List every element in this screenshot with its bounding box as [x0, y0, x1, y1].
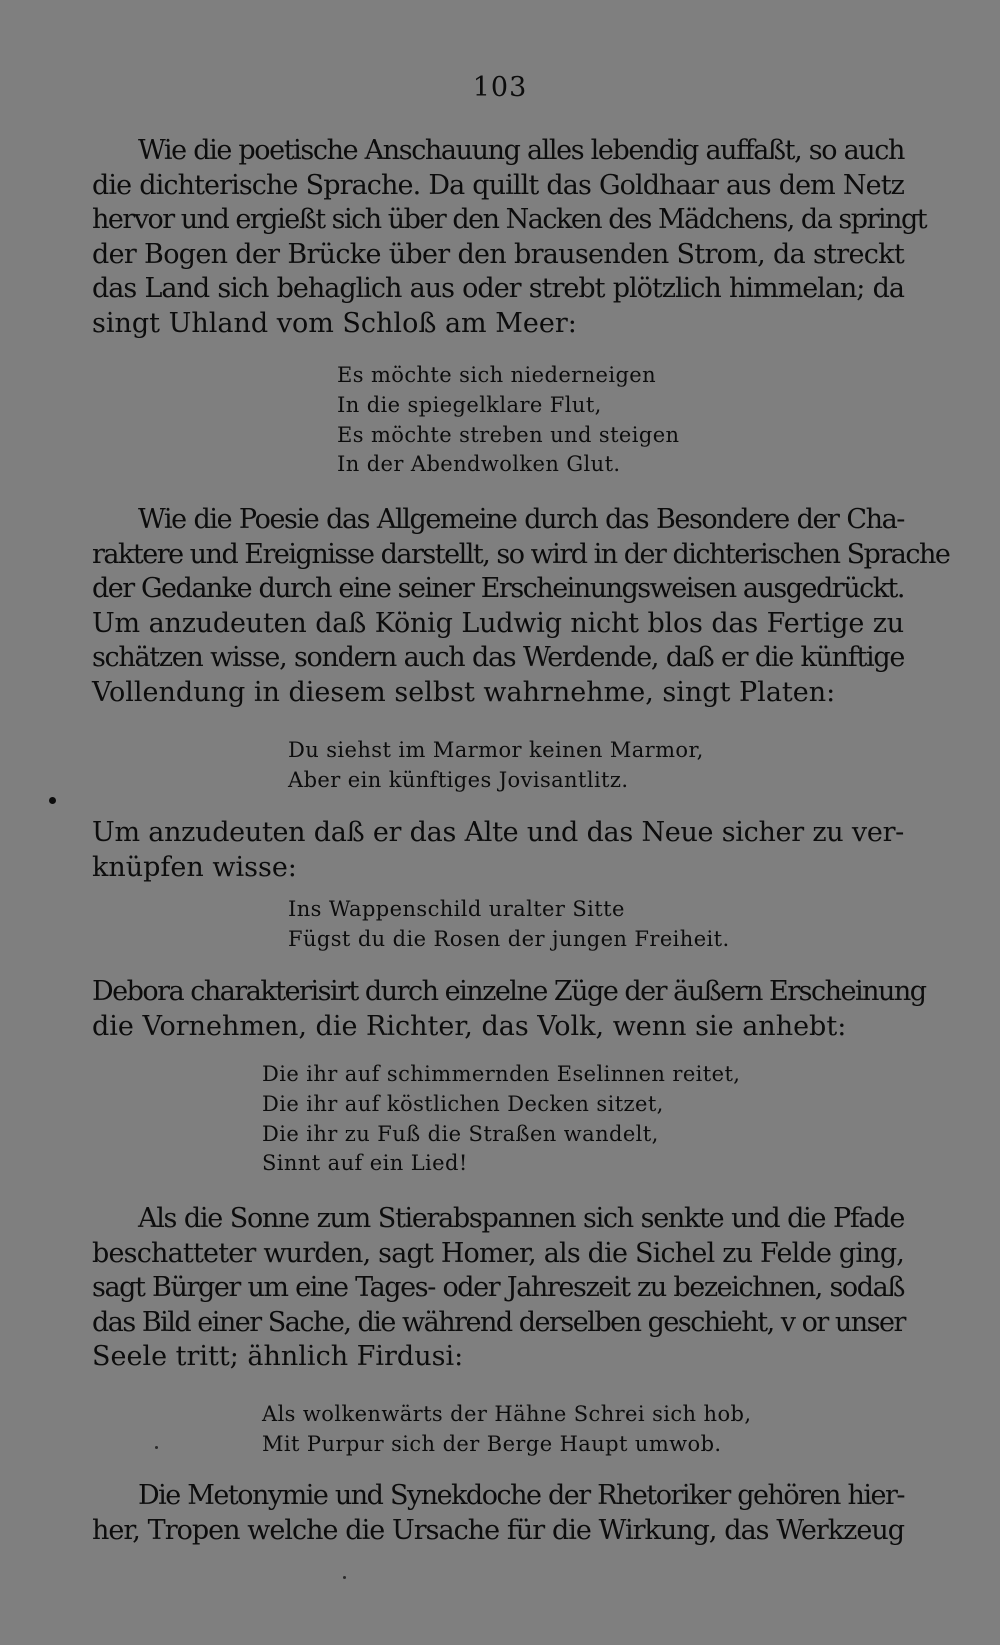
- verse-line: In die spiegelklare Flut,: [337, 392, 602, 417]
- paragraph-6: [92, 1479, 904, 1548]
- verse-line: Es möchte sich niederneigen: [337, 363, 657, 387]
- text-line: der Bogen der Brücke über den brausenden Strom, da streckt: [92, 238, 904, 270]
- verse-line: Die ihr auf schimmernden Eselinnen reitet,: [262, 1062, 741, 1086]
- text-line: die Vornehmen, die Richter, das Volk, wenn sie anhebt:: [92, 1010, 847, 1042]
- verse-line: Sinnt auf ein Lied!: [262, 1151, 468, 1176]
- verse-line: In der Abendwolken Glut.: [337, 452, 621, 477]
- paragraph-5: [92, 1202, 904, 1375]
- paragraph-3: [92, 816, 904, 885]
- text-line: Um anzudeuten daß König Ludwig nicht blos das Fertige zu: [92, 607, 904, 639]
- verse-3: [288, 895, 730, 955]
- text-line: Seele tritt; ähnlich Firdusi:: [92, 1341, 464, 1373]
- text-line: beschatteter wurden, sagt Homer, als die Sichel zu Felde ging,: [92, 1237, 905, 1269]
- verse-line: Mit Purpur sich der Berge Haupt umwob.: [262, 1431, 722, 1456]
- text-line: Um anzudeuten daß er das Alte und das Neue sicher zu ver-: [92, 817, 904, 848]
- text-line: Vollendung in diesem selbst wahrnehme, singt Platen:: [92, 676, 836, 708]
- text-line: das Bild einer Sache, die während derselben geschieht, v or unser: [92, 1306, 905, 1338]
- text-line: raktere und Ereignisse darstellt, so wird in der dichterischen Sprache: [92, 538, 950, 570]
- text-line: Debora charakterisirt durch einzelne Züge der äußern Erscheinung: [92, 976, 926, 1007]
- verse-line: Als wolkenwärts der Hähne Schrei sich hob,: [262, 1402, 752, 1426]
- verse-line: Aber ein künftiges Jovisantlitz.: [288, 767, 629, 792]
- print-speck: [343, 1576, 346, 1579]
- verse-1: [337, 361, 679, 480]
- verse-line: Es möchte streben und steigen: [337, 422, 680, 447]
- text-line: sagt Bürger um eine Tages- oder Jahreszeit zu bezeichnen, sodaß: [92, 1272, 904, 1304]
- verse-4: [262, 1060, 740, 1179]
- verse-line: Die ihr zu Fuß die Straßen wandelt,: [262, 1121, 659, 1146]
- paragraph-1: [92, 134, 927, 342]
- text-line: schätzen wisse, sondern auch das Werdende, daß er die künftige: [92, 642, 904, 674]
- verse-line: Fügst du die Rosen der jungen Freiheit.: [288, 926, 730, 951]
- margin-dot: [49, 797, 56, 804]
- text-line: das Land sich behaglich aus oder strebt plötzlich himmelan; da: [92, 273, 904, 305]
- text-line: die dichterische Sprache. Da quillt das Goldhaar aus dem Netz: [92, 169, 904, 201]
- text-line: Wie die Poesie das Allgemeine durch das Besondere der Cha-: [138, 504, 904, 535]
- text-line: Die Metonymie und Synekdoche der Rhetoriker gehören hier-: [138, 1480, 904, 1511]
- page-number: 103: [472, 72, 528, 103]
- print-speck: [155, 1446, 158, 1449]
- verse-line: Du siehst im Marmor keinen Marmor,: [288, 738, 704, 762]
- text-line: singt Uhland vom Schloß am Meer:: [92, 307, 577, 339]
- text-line: Wie die poetische Anschauung alles lebendig auffaßt, so auch: [138, 135, 904, 166]
- verse-line: Ins Wappenschild uralter Sitte: [288, 897, 625, 921]
- text-line: hervor und ergießt sich über den Nacken des Mädchens, da springt: [92, 204, 927, 236]
- text-line: knüpfen wisse:: [92, 851, 297, 883]
- text-line: Als die Sonne zum Stierabspannen sich senkte und die Pfade: [138, 1203, 904, 1234]
- paragraph-2: [92, 503, 950, 711]
- verse-5: [262, 1400, 751, 1460]
- verse-2: [288, 736, 704, 796]
- text-line: her, Tropen welche die Ursache für die Wirkung, das Werkzeug: [92, 1514, 904, 1546]
- verse-line: Die ihr auf köstlichen Decken sitzet,: [262, 1091, 664, 1116]
- paragraph-4: [92, 975, 926, 1044]
- text-line: der Gedanke durch eine seiner Erscheinungsweisen ausgedrückt.: [92, 573, 904, 605]
